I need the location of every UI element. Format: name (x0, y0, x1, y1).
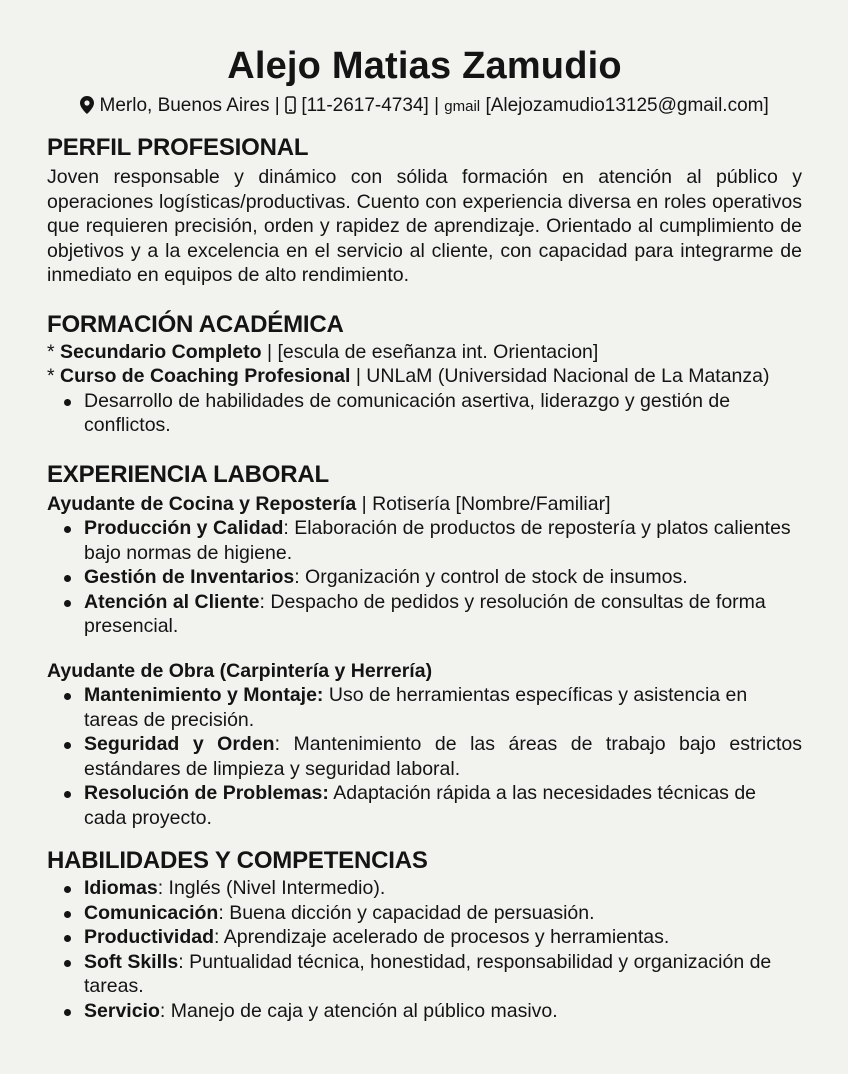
education-bullets (47, 389, 802, 438)
job-role: Ayudante de Cocina y Repostería (47, 492, 357, 515)
section-habilidades (47, 846, 802, 1023)
skill-bullet (84, 925, 802, 950)
job-bullet (84, 565, 802, 590)
section-title-habilidades: HABILIDADES Y COMPETENCIAS (47, 847, 428, 874)
separator: | (428, 95, 445, 116)
phone-number[interactable]: [11-2617-4734] (301, 95, 429, 116)
job-bullet (84, 590, 802, 639)
section-formacion (47, 310, 802, 438)
bullet-heading: Idiomas (84, 877, 158, 899)
education-item (47, 340, 802, 365)
location-pin-icon (80, 95, 94, 116)
job-bullet (84, 683, 802, 732)
bullet-text: : Inglés (Nivel Intermedio). (157, 877, 386, 899)
job-bullet (84, 516, 802, 565)
bullet-text: : Aprendizaje acelerado de procesos y herramientas. (214, 926, 670, 948)
candidate-name: Alejo Matias Zamudio (227, 45, 622, 87)
asterisk: * (47, 340, 61, 363)
bullet-heading: Producción y Calidad (84, 517, 284, 539)
bullet-text: Adaptación rápida a las necesidades técnicas de cada proyecto. (84, 782, 757, 829)
location-text: Merlo, Buenos Aires (99, 95, 270, 116)
bullet-text: : Despacho de pedidos y resolución de consultas de forma presencial. (84, 590, 766, 637)
skills-bullets (47, 876, 802, 1023)
email-label: gmail (444, 98, 481, 115)
bullet-heading: Servicio (84, 999, 160, 1022)
skill-bullet (84, 901, 802, 926)
bullet-heading: Comunicación (84, 901, 219, 924)
job-place: | Rotisería [Nombre/Familiar] (356, 492, 611, 515)
job-title (47, 492, 802, 517)
bullet-text: : Elaboración de productos de repostería y platos calientes bajo normas de higiene. (84, 517, 791, 564)
separator: | (269, 95, 286, 116)
bullet-text: : Puntualidad técnica, honestidad, responsabilidad y organización de tareas. (84, 950, 772, 997)
bullet-heading: Soft Skills (84, 950, 179, 973)
asterisk: * (47, 365, 61, 387)
education-institution: | UNLaM (Universidad Nacional de La Matanza) (350, 365, 770, 387)
job-bullets (47, 683, 802, 830)
bullet-heading: Atención al Cliente (84, 590, 260, 613)
contact-line (47, 94, 802, 119)
section-perfil (47, 133, 802, 288)
education-item (47, 364, 802, 389)
phone-icon (285, 95, 296, 116)
email-address[interactable]: [Alejozamudio13125@gmail.com] (485, 95, 769, 116)
education-institution: | [escula de eseñanza int. Orientacion] (261, 340, 599, 363)
job-bullets (47, 516, 802, 639)
section-experiencia (47, 460, 802, 831)
section-title-experiencia: EXPERIENCIA LABORAL (47, 460, 329, 488)
bullet-text: Uso de herramientas específicas y asistencia en tareas de precisión. (84, 684, 748, 731)
section-title-formacion: FORMACIÓN ACADÉMICA (47, 310, 344, 338)
job-role: Ayudante de Obra (Carpintería y Herrería) (47, 659, 433, 682)
bullet-text: : Buena dicción y capacidad de persuasión. (218, 901, 595, 924)
skill-bullet (84, 876, 802, 901)
bullet-text: : Manejo de caja y atención al público masivo. (159, 999, 558, 1022)
skill-bullet (84, 999, 802, 1024)
skill-bullet (84, 950, 802, 999)
bullet-heading: Mantenimiento y Montaje: (84, 684, 324, 706)
job-bullet (84, 781, 802, 830)
bullet-heading: Gestión de Inventarios (84, 566, 295, 588)
bullet-text: : Mantenimiento de las áreas de trabajo bajo estrictos estándares de limpieza y seguridad laboral. (84, 733, 802, 780)
section-title-perfil: PERFIL PROFESIONAL (47, 134, 309, 161)
bullet-heading: Productividad (84, 926, 215, 948)
job-title (47, 659, 802, 684)
education-degree: Secundario Completo (60, 340, 262, 363)
perfil-text: Joven responsable y dinámico con sólida formación en atención al público y operaciones logísticas/productivas. Cuento con experiencia diversa en roles operativos que requieren precisión, orden y rapidez de aprendizaje. Orientado al cumplimiento de objetivos y a la excelencia en el servicio al cliente, con capacidad para integrarme de inmediato en equipos de alto rendimiento. (47, 166, 802, 286)
bullet-heading: Resolución de Problemas: (84, 782, 329, 804)
job-bullet (84, 732, 802, 781)
bullet-text: : Organización y control de stock de insumos. (294, 566, 688, 588)
education-degree: Curso de Coaching Profesional (60, 365, 351, 387)
bullet-heading: Seguridad y Orden (84, 733, 275, 755)
education-bullet: Desarrollo de habilidades de comunicación asertiva, liderazgo y gestión de conflictos. (84, 389, 802, 438)
